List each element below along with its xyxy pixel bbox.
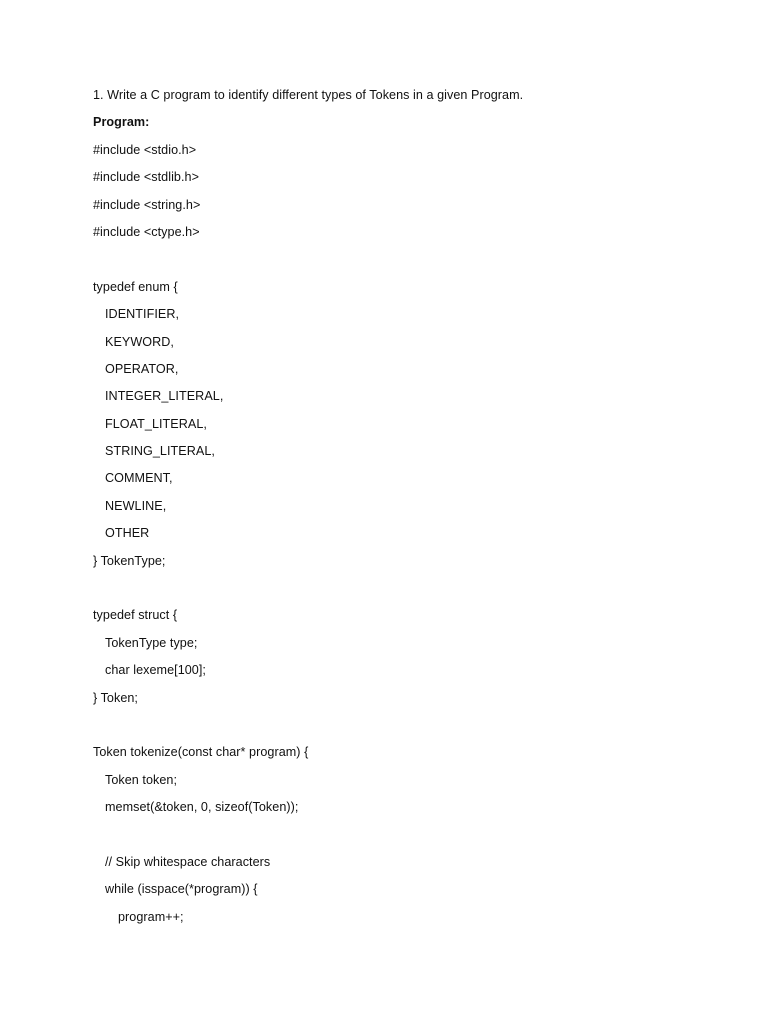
code-line: KEYWORD, bbox=[105, 334, 174, 349]
code-line: TokenType type; bbox=[105, 635, 198, 650]
code-line: #include <stdio.h> bbox=[93, 142, 197, 157]
code-line: memset(&token, 0, sizeof(Token)); bbox=[105, 800, 299, 815]
program-label: Program: bbox=[93, 115, 150, 130]
code-line: OPERATOR, bbox=[105, 361, 179, 376]
code-line: } Token; bbox=[93, 690, 138, 705]
code-line: INTEGER_LITERAL, bbox=[105, 389, 224, 404]
code-line: #include <stdlib.h> bbox=[93, 170, 199, 185]
question-heading: 1. Write a C program to identify different types of Tokens in a given Program. bbox=[93, 88, 524, 102]
code-line: IDENTIFIER, bbox=[105, 307, 180, 322]
code-line: NEWLINE, bbox=[105, 498, 167, 513]
code-line: FLOAT_LITERAL, bbox=[105, 416, 207, 431]
code-line: while (isspace(*program)) { bbox=[105, 882, 258, 897]
code-line: typedef enum { bbox=[93, 279, 178, 294]
code-line: #include <ctype.h> bbox=[93, 224, 200, 239]
code-line: // Skip whitespace characters bbox=[105, 854, 271, 869]
blank-line bbox=[93, 579, 733, 606]
code-line: Token tokenize(const char* program) { bbox=[93, 745, 309, 760]
code-line: STRING_LITERAL, bbox=[105, 444, 215, 459]
code-line: program++; bbox=[118, 909, 184, 924]
code-line: #include <string.h> bbox=[93, 197, 201, 212]
code-line: COMMENT, bbox=[105, 471, 173, 486]
blank-line bbox=[93, 250, 733, 277]
code-line: } TokenType; bbox=[93, 553, 166, 568]
document-body bbox=[93, 86, 733, 935]
code-line: OTHER bbox=[105, 526, 150, 541]
blank-line bbox=[93, 716, 733, 743]
blank-line bbox=[93, 826, 733, 853]
code-line: Token token; bbox=[105, 772, 178, 787]
code-line: typedef struct { bbox=[93, 608, 178, 623]
code-block bbox=[93, 141, 733, 935]
code-line: char lexeme[100]; bbox=[105, 663, 206, 678]
